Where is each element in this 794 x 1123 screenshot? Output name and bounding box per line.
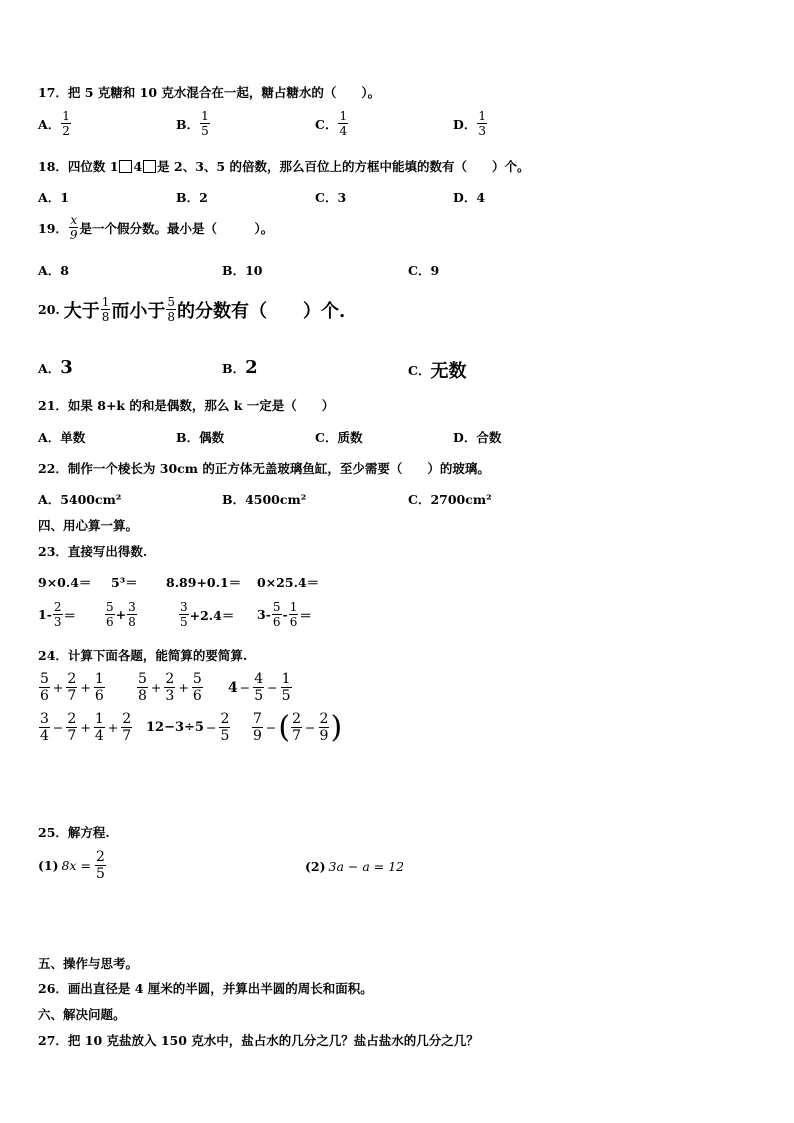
q18-option-a[interactable]: A．1 — [38, 190, 69, 205]
q24-expr-5: 12−3÷5 − $\frac{2}{5}$ — [146, 711, 230, 744]
q25-equation-2: (2) 3a − a = 12 — [305, 859, 405, 874]
fraction: $\frac{5}{8}$ — [138, 671, 147, 704]
fraction: $\frac{2}{5}$ — [95, 849, 105, 882]
fraction: $\frac{4}{5}$ — [254, 671, 264, 704]
fraction: $\frac{1}{5}$ — [201, 109, 209, 138]
q23-item-5: 1- $\frac{2}{3}$ ＝ — [38, 600, 77, 629]
fraction: $\frac{2}{5}$ — [220, 711, 230, 744]
question-22: 22．制作一个棱长为 30cm 的正方体无盖玻璃鱼缸，至少需要（ ）的玻璃。 — [38, 461, 490, 476]
q18-option-b[interactable]: B．2 — [176, 190, 208, 205]
q19-option-b[interactable]: B．10 — [222, 263, 263, 278]
question-23: 23．直接写出得数. — [38, 544, 148, 559]
section-heading-4: 四、用心算一算。 — [38, 518, 139, 533]
q18-option-d[interactable]: D．4 — [453, 190, 486, 205]
q17-option-c[interactable]: C． $\frac{1}{4}$ — [315, 109, 348, 138]
fraction: $\frac{5}{6}$ — [192, 671, 202, 704]
fraction: $\frac{1}{6}$ — [289, 600, 298, 629]
blank-box — [119, 160, 132, 173]
q23-item-8: 3- $\frac{5}{6}$ - $\frac{1}{6}$ ＝ — [257, 600, 312, 629]
q19-option-c[interactable]: C．9 — [408, 263, 440, 278]
q25-equation-1: (1) 8x = $\frac{2}{5}$ — [38, 849, 105, 882]
fraction: $\frac{1}{4}$ — [94, 711, 104, 744]
fraction: $\frac{1}{5}$ — [281, 671, 291, 704]
question-19: 19． $\frac{x}{9}$ 是一个假分数。最小是（ ）。 — [38, 213, 274, 242]
q17-option-d[interactable]: D． $\frac{1}{3}$ — [453, 109, 486, 138]
fraction: $\frac{2}{7}$ — [122, 711, 132, 744]
fraction: $\frac{2}{7}$ — [67, 711, 77, 744]
fraction: $\frac{5}{8}$ — [167, 295, 176, 324]
q19-option-a[interactable]: A．8 — [38, 263, 69, 278]
fraction: $\frac{1}{4}$ — [339, 109, 348, 138]
fraction: $\frac{3}{5}$ — [180, 600, 188, 629]
blank-box — [143, 160, 156, 173]
q20-option-b[interactable]: B． 2 — [222, 357, 258, 378]
q21-option-b[interactable]: B．偶数 — [176, 430, 225, 445]
fraction: $\frac{2}{7}$ — [292, 711, 302, 744]
fraction: $\frac{3}{4}$ — [40, 711, 49, 744]
q24-expr-4: $\frac{3}{4}$ − $\frac{2}{7}$ + $\frac{1}{4}$ + $\frac{2}{7}$ — [40, 711, 132, 744]
q22-option-c[interactable]: C．2700cm² — [408, 492, 492, 507]
q21-option-a[interactable]: A．单数 — [38, 430, 86, 445]
q23-item-6: $\frac{5}{6}$ + $\frac{3}{8}$ — [106, 600, 136, 629]
q23-item-1: 9×0.4＝ — [38, 575, 92, 590]
question-20: 20. 大于 $\frac{1}{8}$ 而小于 $\frac{5}{8}$ 的分数有（ ）个. — [38, 295, 346, 324]
q23-item-3: 8.89+0.1＝ — [166, 575, 242, 590]
fraction: $\frac{2}{3}$ — [53, 600, 62, 629]
fraction: $\frac{3}{8}$ — [128, 600, 136, 629]
fraction: $\frac{5}{6}$ — [106, 600, 114, 629]
q22-option-b[interactable]: B．4500cm² — [222, 492, 307, 507]
q24-expr-2: $\frac{5}{8}$ + $\frac{2}{3}$ + $\frac{5}{6}$ — [138, 671, 202, 704]
fraction: $\frac{2}{7}$ — [67, 671, 77, 704]
q23-item-4: 0×25.4＝ — [257, 575, 320, 590]
fraction: $\frac{2}{3}$ — [165, 671, 175, 704]
question-17: 17．把 5 克糖和 10 克水混合在一起，糖占糖水的（ ）。 — [38, 85, 381, 100]
question-27: 27．把 10 克盐放入 150 克水中，盐占水的几分之几？盐占盐水的几分之几？ — [38, 1033, 479, 1048]
question-24: 24．计算下面各题，能简算的要简算. — [38, 648, 248, 663]
question-26: 26．画出直径是 4 厘米的半圆，并算出半圆的周长和面积。 — [38, 981, 373, 996]
q20-option-c[interactable]: C． 无数 — [408, 361, 467, 382]
q17-option-b[interactable]: B． $\frac{1}{5}$ — [176, 109, 209, 138]
fraction: $\frac{1}{8}$ — [101, 295, 110, 324]
fraction: $\frac{1}{2}$ — [62, 109, 70, 138]
q21-option-d[interactable]: D．合数 — [453, 430, 502, 445]
q24-expr-1: $\frac{5}{6}$ + $\frac{2}{7}$ + $\frac{1}{6}$ — [40, 671, 104, 704]
q18-option-c[interactable]: C．3 — [315, 190, 347, 205]
q23-item-7: $\frac{3}{5}$ +2.4＝ — [180, 600, 235, 629]
q21-option-c[interactable]: C．质数 — [315, 430, 363, 445]
section-heading-5: 五、操作与思考。 — [38, 956, 139, 971]
q22-option-a[interactable]: A．5400cm² — [38, 492, 122, 507]
q23-item-2: 5³＝ — [111, 575, 138, 590]
q17-option-a[interactable]: A． $\frac{1}{2}$ — [38, 109, 70, 138]
q24-expr-6: $\frac{7}{9}$ − ( $\frac{2}{7}$ − $\frac{2}{9}$ ) — [253, 709, 343, 745]
fraction: $\frac{1}{6}$ — [94, 671, 104, 704]
fraction: $\frac{x}{9}$ — [69, 213, 78, 242]
section-heading-6: 六、解决问题。 — [38, 1007, 126, 1022]
fraction: $\frac{5}{6}$ — [40, 671, 49, 704]
fraction: $\frac{7}{9}$ — [253, 711, 262, 744]
fraction: $\frac{5}{6}$ — [272, 600, 281, 629]
q24-expr-3: 4 − $\frac{4}{5}$ − $\frac{1}{5}$ — [228, 671, 291, 704]
question-25: 25．解方程. — [38, 825, 110, 840]
q20-option-a[interactable]: A． 3 — [38, 357, 73, 378]
fraction: $\frac{1}{3}$ — [478, 109, 486, 138]
question-18: 18．四位数 1 4 是 2、3、5 的倍数，那么百位上的方框中能填的数有（ ）个。 — [38, 158, 530, 174]
question-21: 21．如果 8+k 的和是偶数，那么 k 一定是（ ） — [38, 398, 335, 413]
fraction: $\frac{2}{9}$ — [319, 711, 329, 744]
